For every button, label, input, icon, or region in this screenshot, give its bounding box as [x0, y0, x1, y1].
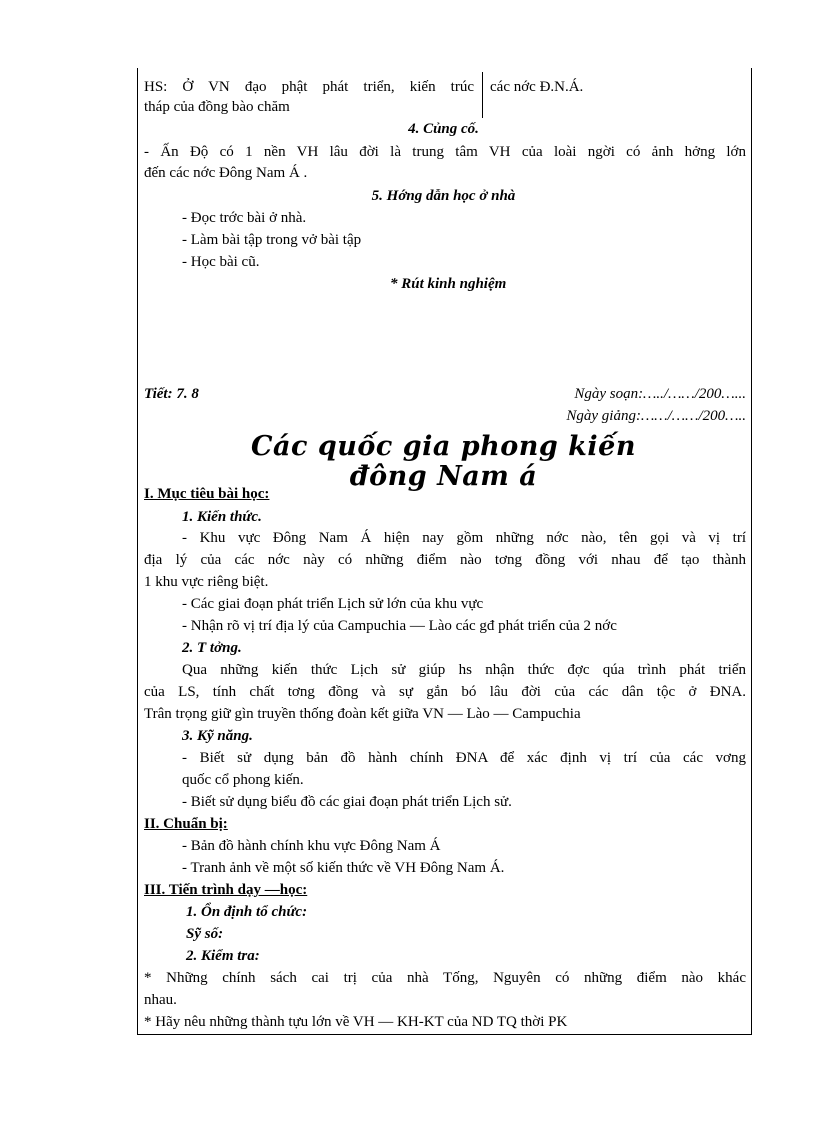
- cung-co-line1: - Ấn Độ có 1 nền VH lâu đời là trung tâm VH của loài ngời có ảnh hởng lớn: [144, 144, 746, 160]
- question2: * Hãy nêu những thành tựu lớn về VH — KH-KT của ND TQ thời PK: [144, 1014, 568, 1030]
- skills-item2: - Biết sử dụng biểu đồ các giai đoạn phát triển Lịch sử.: [182, 794, 512, 810]
- lesson-title-line2: đông Nam á: [349, 461, 538, 492]
- hs-left-line2: tháp của đồng bào chăm: [144, 99, 290, 115]
- knowledge-heading: 1. Kiến thức.: [182, 509, 262, 525]
- huong-dan-heading: 5. Hớng dẫn học ở nhà: [371, 188, 516, 204]
- question1-line2: nhau.: [144, 992, 177, 1008]
- preparation-item1: - Bản đồ hành chính khu vực Đông Nam Á: [182, 838, 441, 854]
- process-step1: 1. Ổn định tổ chức:: [186, 904, 308, 920]
- si-so: Sỹ số:: [186, 926, 224, 942]
- skills-item1-line1: - Biết sử dụng bản đồ hành chính ĐNA để xác định vị trí của các vơng: [182, 750, 746, 766]
- knowledge-p1-line3: 1 khu vực riêng biệt.: [144, 574, 269, 590]
- column-divider: [482, 72, 483, 118]
- ngay-soan: Ngày soạn:…../……/200…...: [574, 386, 746, 402]
- knowledge-p1-line1: - Khu vực Đông Nam Á hiện nay gồm những nớc nào, tên gọi và vị trí: [182, 530, 746, 546]
- cung-co-heading: 4. Củng cố.: [408, 121, 479, 137]
- question1-line1: * Những chính sách cai trị của nhà Tống, Nguyên có những điểm nào khác: [144, 970, 746, 986]
- knowledge-item3: - Nhận rõ vị trí địa lý của Campuchia — Lào các gđ phát triển của 2 nớc: [182, 618, 617, 634]
- skills-item1-line2: quốc cổ phong kiến.: [182, 772, 304, 788]
- huong-dan-item: - Đọc trớc bài ở nhà.: [182, 210, 307, 226]
- skills-heading: 3. Kỹ năng.: [182, 728, 253, 744]
- knowledge-p1-line2: địa lý của các nớc này có những điểm nào tơng đồng với nhau để tạo thành: [144, 552, 746, 568]
- objectives-heading: I. Mục tiêu bài học:: [144, 486, 270, 502]
- hs-right-text: các nớc Đ.N.Á.: [490, 79, 584, 95]
- thought-line1: Qua những kiến thức Lịch sử giúp hs nhận thức đợc qúa trình phát triển: [182, 662, 746, 678]
- tiet-label: Tiết: 7. 8: [144, 386, 199, 402]
- preparation-item2: - Tranh ảnh về một số kiến thức về VH Đông Nam Á.: [182, 860, 505, 876]
- thought-heading: 2. T tởng.: [182, 640, 242, 656]
- rut-kinh-nghiem: * Rút kinh nghiệm: [390, 276, 507, 292]
- cung-co-line2: đến các nớc Đông Nam Á .: [144, 165, 308, 181]
- knowledge-item2: - Các giai đoạn phát triển Lịch sử lớn của khu vực: [182, 596, 484, 612]
- ngay-giang: Ngày giảng:……/……/200…..: [566, 408, 746, 424]
- thought-line2: của LS, tính chất tơng đồng và sự gắn bó lâu đời của các dân tộc ở ĐNA.: [144, 684, 746, 700]
- preparation-heading: II. Chuẩn bị:: [144, 816, 228, 832]
- thought-line3: Trân trọng giữ gìn truyền thống đoàn kết giữa VN — Lào — Campuchia: [144, 706, 581, 722]
- hs-left-line1: HS: Ở VN đạo phật phát triển, kiến trúc: [144, 79, 474, 95]
- lesson-title-line1: Các quốc gia phong kiến: [251, 431, 636, 462]
- huong-dan-item: - Học bài cũ.: [182, 254, 260, 270]
- process-step2: 2. Kiểm tra:: [186, 948, 260, 964]
- huong-dan-item: - Làm bài tập trong vở bài tập: [182, 232, 362, 248]
- process-heading: III. Tiến trình dạy —học:: [144, 882, 308, 898]
